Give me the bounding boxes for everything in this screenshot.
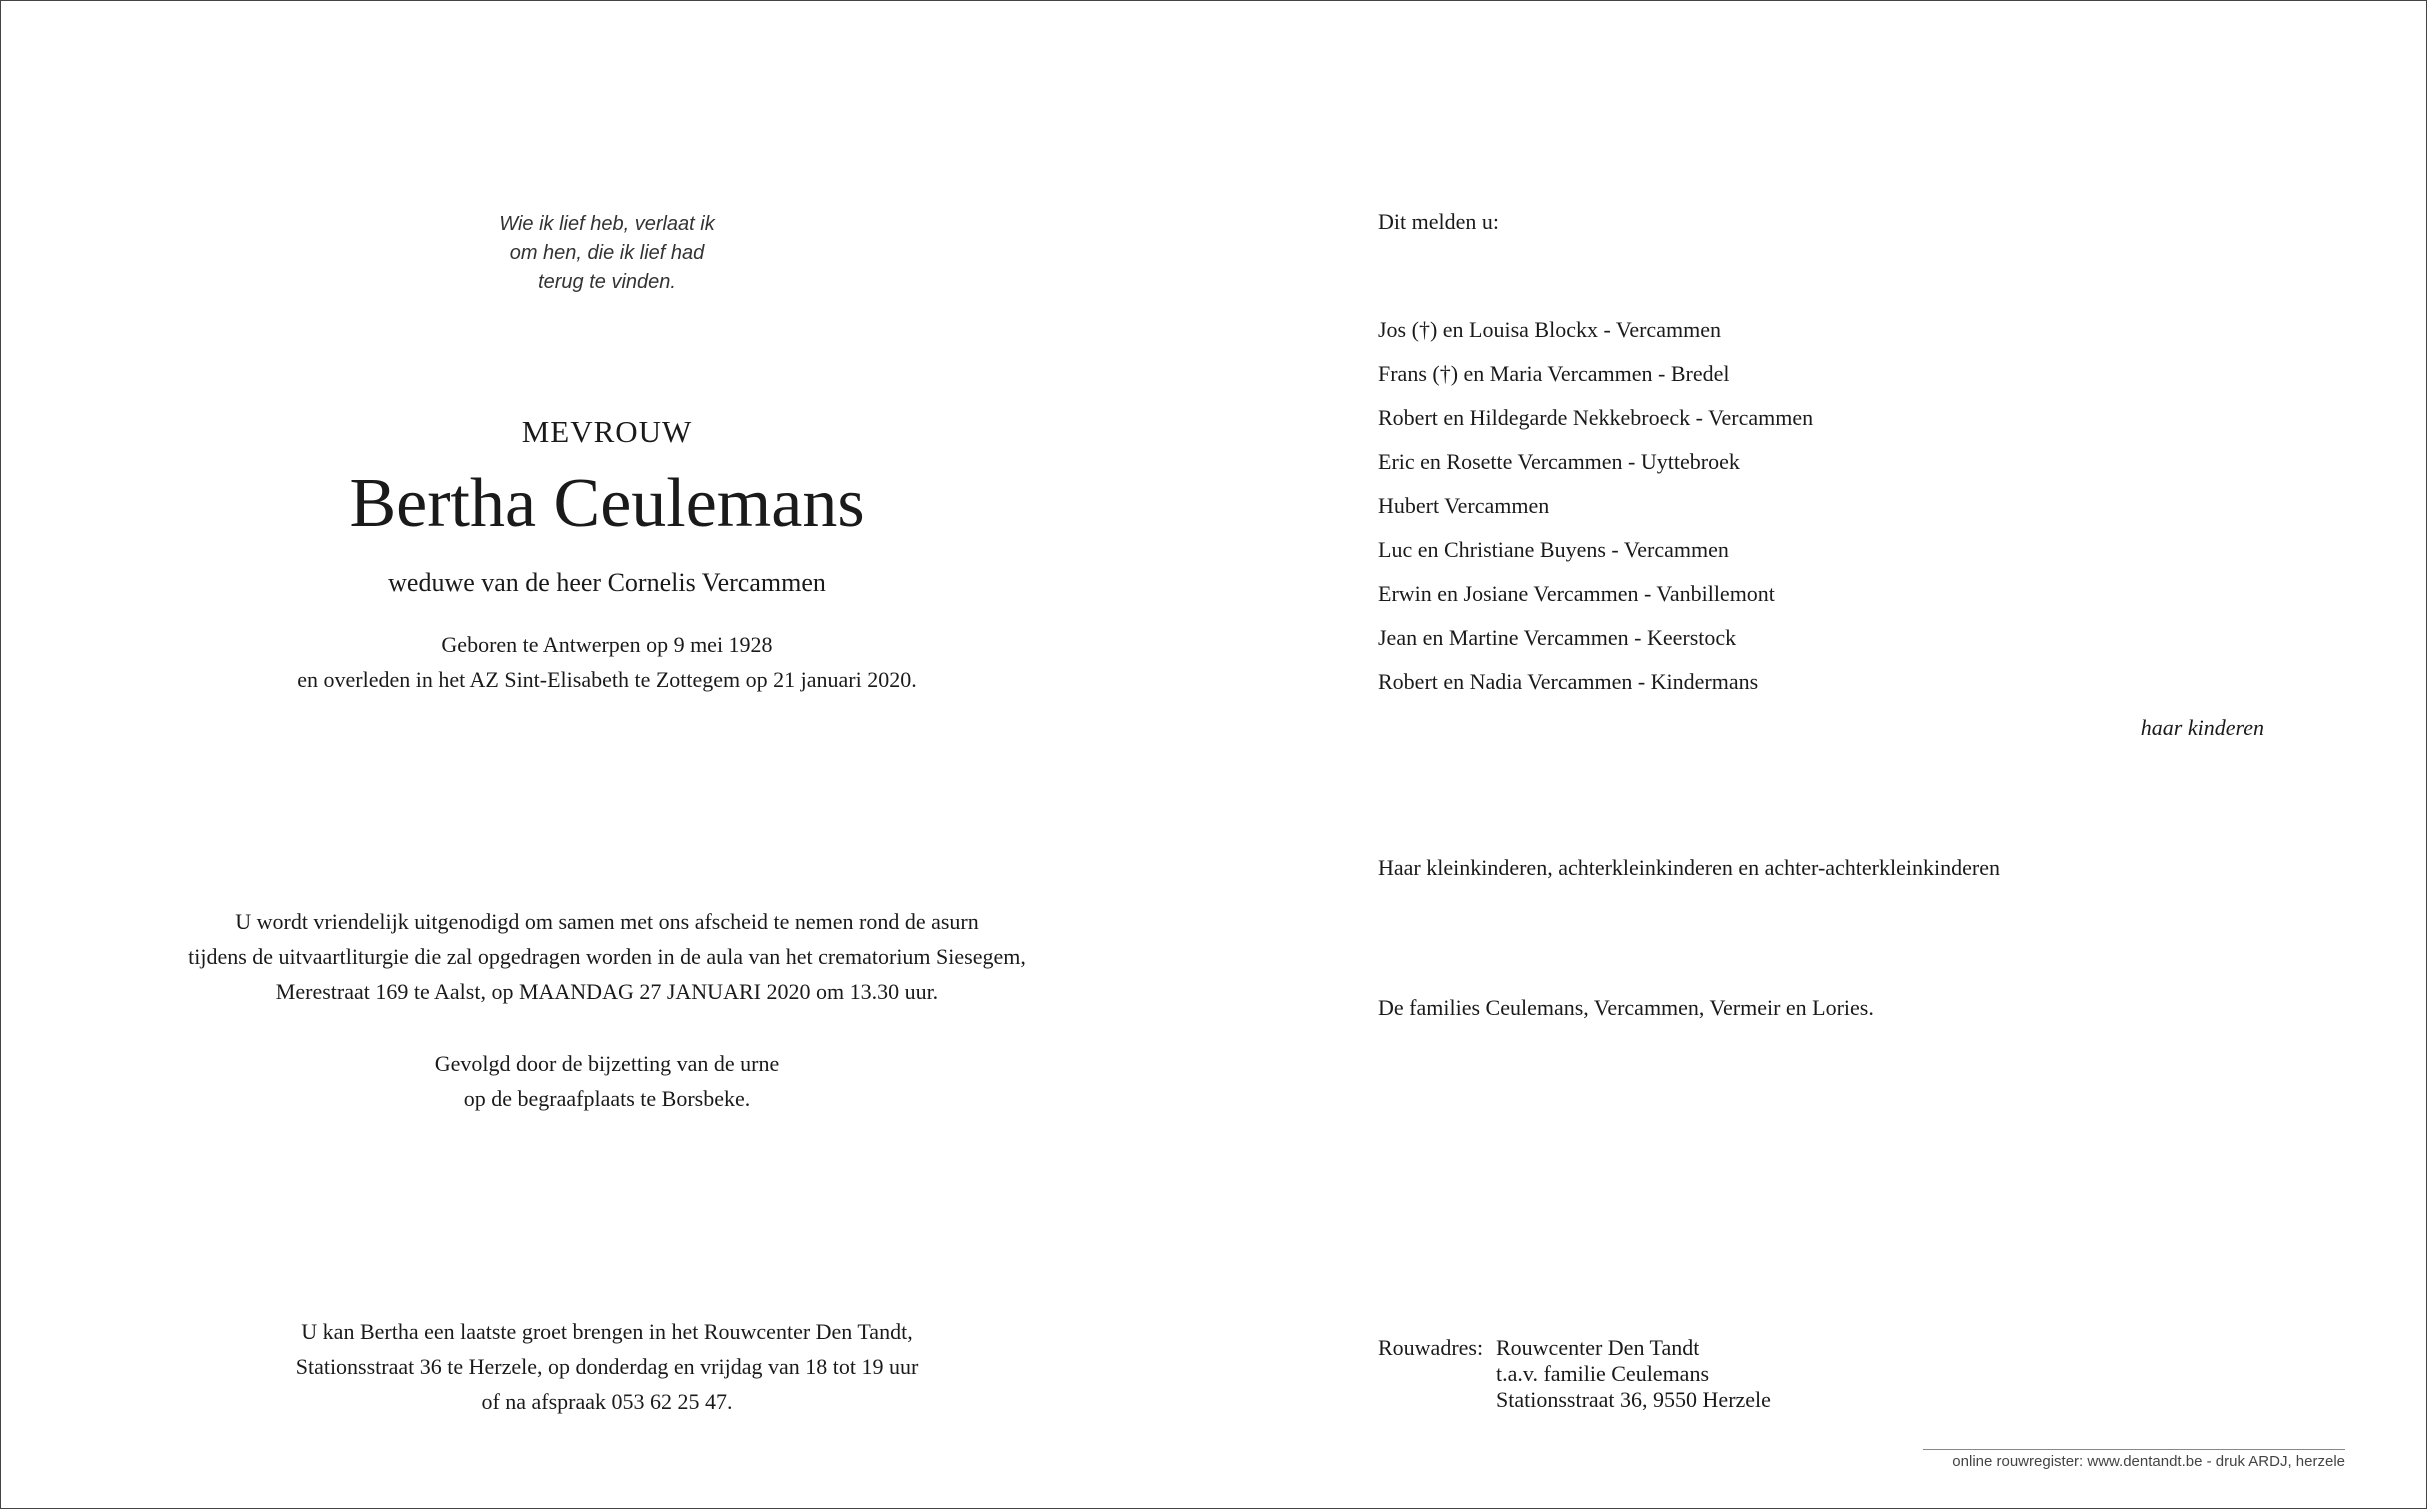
visitation-line: of na afspraak 053 62 25 47. (481, 1389, 733, 1414)
list-item: Jean en Martine Vercammen - Keerstock (1378, 625, 1737, 650)
address-line: Stationsstraat 36, 9550 Herzele (1496, 1387, 1771, 1412)
families: De families Ceulemans, Vercammen, Vermeir en Lories. (1378, 995, 1874, 1020)
list-item: Frans (†) en Maria Vercammen - Bredel (1378, 361, 1730, 386)
died-line: en overleden in het AZ Sint-Elisabeth te Zottegem op 21 januari 2020. (297, 667, 917, 692)
burial-line: Gevolgd door de bijzetting van de urne (434, 1051, 780, 1076)
list-item: Luc en Christiane Buyens - Vercammen (1378, 537, 1729, 562)
mourning-address (1378, 1335, 1771, 1413)
address-line: t.a.v. familie Ceulemans (1496, 1361, 1710, 1386)
burial-line: op de begraafplaats te Borsbeke. (463, 1086, 751, 1111)
born-died (207, 627, 1007, 697)
announcement: Dit melden u: (1378, 209, 1499, 234)
visitation-line: Stationsstraat 36 te Herzele, op donderdag en vrijdag van 18 tot 19 uur (295, 1354, 919, 1379)
list-item: Robert en Hildegarde Nekkebroeck - Vercammen (1378, 405, 1814, 430)
deceased-name: Bertha Ceulemans (349, 465, 865, 542)
address-label: Rouwadres: (1378, 1335, 1484, 1360)
list-item: Robert en Nadia Vercammen - Kindermans (1378, 669, 1759, 694)
motto-line: terug te vinden. (538, 271, 676, 293)
children-label: haar kinderen (2140, 715, 2264, 740)
motto (457, 210, 757, 297)
born-line: Geboren te Antwerpen op 9 mei 1928 (441, 632, 773, 657)
widow-of: weduwe van de heer Cornelis Vercammen (388, 568, 826, 597)
grandchildren: Haar kleinkinderen, achterkleinkinderen en achter-achterkleinkinderen (1378, 855, 2000, 880)
invitation (107, 904, 1107, 1009)
motto-line: Wie ik lief heb, verlaat ik (499, 213, 715, 235)
footer-divider (1923, 1449, 2345, 1450)
list-item: Jos (†) en Louisa Blockx - Vercammen (1378, 317, 1721, 342)
footer-credit: online rouwregister: www.dentandt.be - druk ARDJ, herzele (1952, 1453, 2345, 1470)
invitation-line: tijdens de uitvaartliturgie die zal opgedragen worden in de aula van het crematorium Siesegem, (188, 944, 1026, 969)
address-line: Rouwcenter Den Tandt (1496, 1335, 1700, 1360)
visitation-line: U kan Bertha een laatste groet brengen in het Rouwcenter Den Tandt, (301, 1319, 913, 1344)
burial (307, 1046, 907, 1116)
honorific: MEVROUW (521, 414, 693, 449)
address-lines (1496, 1335, 1771, 1413)
motto-line: om hen, die ik lief had (509, 242, 705, 264)
list-item: Erwin en Josiane Vercammen - Vanbillemont (1378, 581, 1775, 606)
invitation-line: U wordt vriendelijk uitgenodigd om samen met ons afscheid te nemen rond de asurn (235, 909, 979, 934)
visitation (207, 1314, 1007, 1419)
invitation-line: Merestraat 169 te Aalst, op MAANDAG 27 JANUARI 2020 om 13.30 uur. (275, 979, 939, 1004)
list-item: Eric en Rosette Vercammen - Uyttebroek (1378, 449, 1740, 474)
children-list (1378, 315, 1813, 711)
list-item: Hubert Vercammen (1378, 493, 1550, 518)
